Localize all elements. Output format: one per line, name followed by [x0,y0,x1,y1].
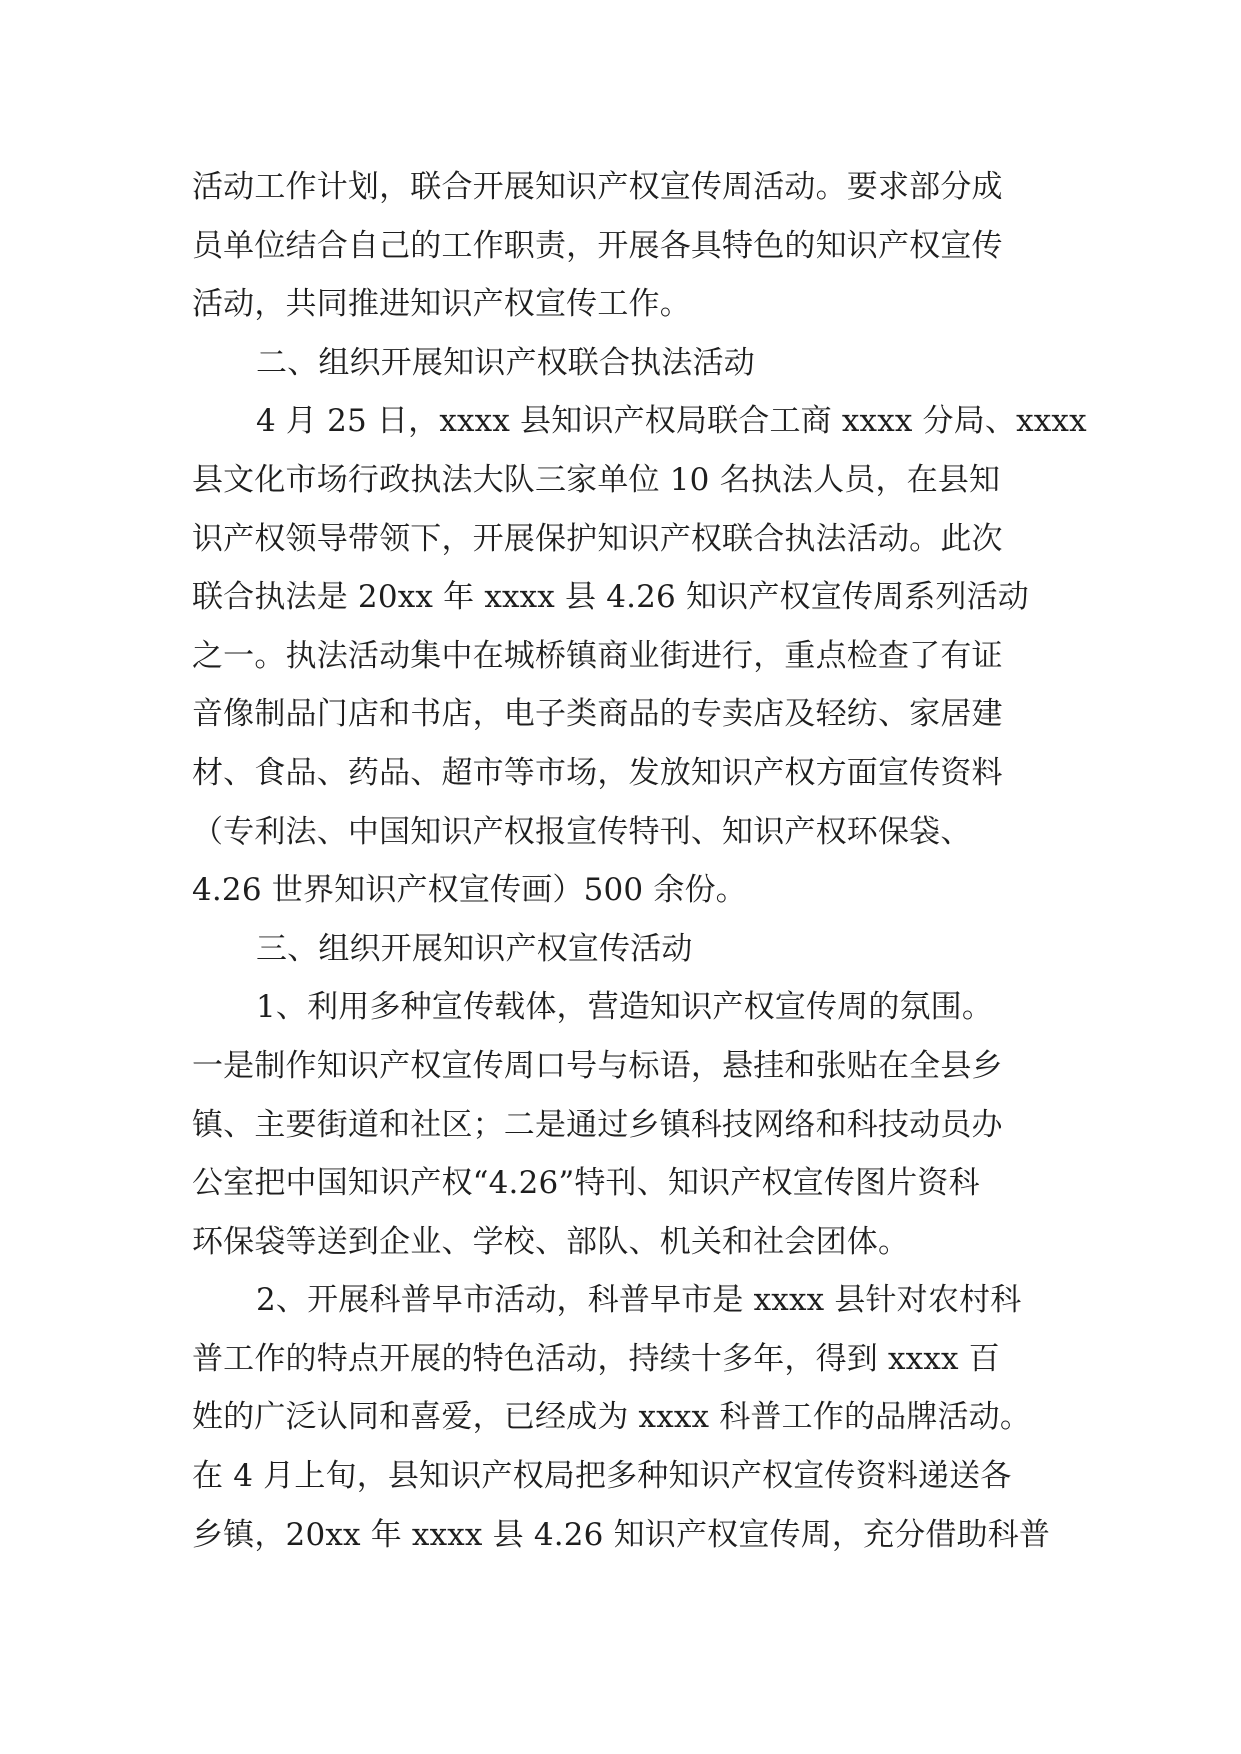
text-line: 县文化市场行政执法大队三家单位 10 名执法人员，在县知 [192,461,1001,498]
text-line: 之一。执法活动集中在城桥镇商业街进行，重点检查了有证 [192,637,1003,674]
text-line: 镇、主要街道和社区；二是通过乡镇科技网络和科技动员办 [192,1106,1003,1143]
text-line: 活动，共同推进知识产权宣传工作。 [192,286,691,323]
text-line: （专利法、中国知识产权报宣传特刊、知识产权环保袋、 [192,813,972,850]
text-line: 识产权领导带领下，开展保护知识产权联合执法活动。此次 [192,520,1003,557]
text-line: 活动工作计划，联合开展知识产权宣传周活动。要求部分成 [192,169,1003,205]
text-line: 音像制品门店和书店，电子类商品的专卖店及轻纺、家居建 [192,696,1003,733]
text-line: 环保袋等送到企业、学校、部队、机关和社会团体。 [192,1223,910,1260]
paragraph-start: 4 月 25 日，xxxx 县知识产权局联合工商 xxxx 分局、xxxx [256,403,1087,440]
document-body [192,158,1087,1564]
text-line: 一是制作知识产权宣传周口号与标语，悬挂和张贴在全县乡 [192,1047,1003,1084]
paragraph-start: 1、利用多种宣传载体，营造知识产权宣传周的氛围。 [256,989,994,1026]
text-line: 联合执法是 20xx 年 xxxx 县 4.26 知识产权宣传周系列活动 [192,579,1029,616]
text-line: 姓的广泛认同和喜爱，已经成为 xxxx 科普工作的品牌活动。 [192,1399,1032,1436]
text-line: 4.26 世界知识产权宣传画）500 余份。 [192,872,747,909]
section-heading: 二、组织开展知识产权联合执法活动 [256,344,755,381]
text-line: 材、食品、药品、超市等市场，发放知识产权方面宣传资料 [192,754,1003,791]
text-line: 员单位结合自己的工作职责，开展各具特色的知识产权宣传 [192,227,1003,264]
text-line: 在 4 月上旬，县知识产权局把多种知识产权宣传资料递送各 [192,1458,1012,1495]
section-heading: 三、组织开展知识产权宣传活动 [256,930,693,967]
text-line: 公室把中国知识产权“4.26”特刊、知识产权宣传图片资科 [192,1165,980,1202]
text-line: 乡镇，20xx 年 xxxx 县 4.26 知识产权宣传周，充分借助科普 [192,1516,1051,1553]
paragraph-start: 2、开展科普早市活动，科普早市是 xxxx 县针对农村科 [256,1282,1022,1319]
text-line: 普工作的特点开展的特色活动，持续十多年，得到 xxxx 百 [192,1340,1000,1377]
